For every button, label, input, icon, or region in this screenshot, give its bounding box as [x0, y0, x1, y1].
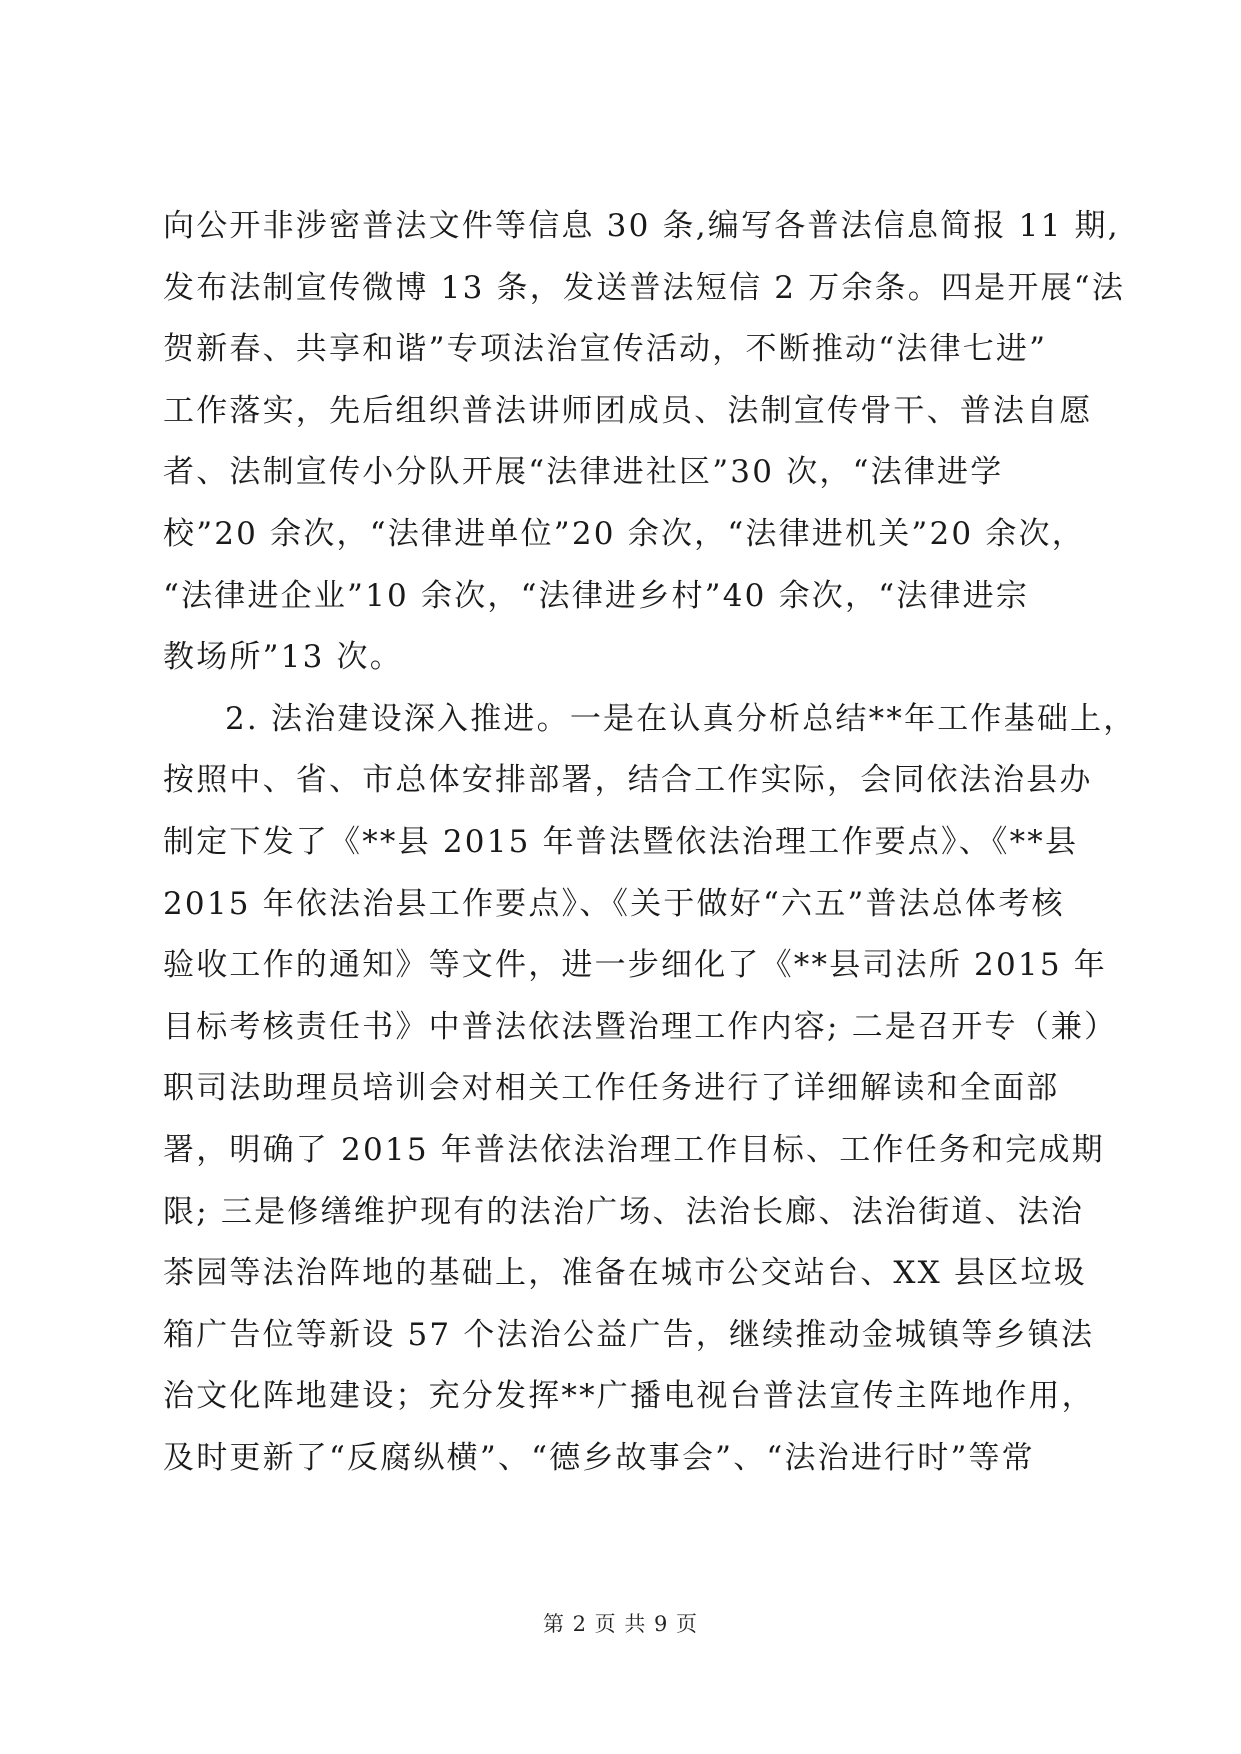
text-line: 2015 年依法治县工作要点》、《关于做好“六五”普法总体考核 — [163, 885, 1065, 922]
text-line: 目标考核责任书》中普法依法暨治理工作内容; 二是召开专（兼） — [163, 1008, 1118, 1045]
text-line: 茶园等法治阵地的基础上，准备在城市公交站台、XX 县区垃圾 — [163, 1255, 1087, 1292]
page-number-footer: 第 2 页 共 9 页 — [542, 1612, 699, 1636]
text-line: 教场所”13 次。 — [163, 639, 403, 676]
text-line: 发布法制宣传微博 13 条，发送普法短信 2 万余条。四是开展“法 — [163, 269, 1126, 306]
text-line: 制定下发了《**县 2015 年普法暨依法治理工作要点》、《**县 — [163, 823, 1079, 860]
text-line: 者、法制宣传小分队开展“法律进社区”30 次，“法律进学 — [163, 454, 1004, 491]
text-line: 箱广告位等新设 57 个法治公益广告，继续推动金城镇等乡镇法 — [163, 1316, 1095, 1353]
text-line: 工作落实，先后组织普法讲师团成员、法制宣传骨干、普法自愿 — [163, 392, 1093, 429]
text-line: “法律进企业”10 余次，“法律进乡村”40 余次，“法律进宗 — [163, 577, 1030, 614]
text-line: 及时更新了“反腐纵横”、“德乡故事会”、“法治进行时”等常 — [163, 1439, 1035, 1476]
text-line: 按照中、省、市总体安排部署，结合工作实际，会同依法治县办 — [163, 762, 1093, 799]
text-line: 署，明确了 2015 年普法依法治理工作目标、工作任务和完成期 — [163, 1131, 1105, 1168]
text-line: 治文化阵地建设；充分发挥**广播电视台普法宣传主阵地作用， — [163, 1378, 1095, 1415]
text-line: 贺新春、共享和谐”专项法治宣传活动，不断推动“法律七进” — [163, 331, 1048, 368]
text-line: 验收工作的通知》等文件，进一步细化了《**县司法所 2015 年 — [163, 947, 1107, 984]
text-line: 校”20 余次，“法律进单位”20 余次，“法律进机关”20 余次， — [163, 515, 1085, 552]
text-line: 限; 三是修缮维护现有的法治广场、法治长廊、法治街道、法治 — [163, 1193, 1085, 1230]
text-line: 向公开非涉密普法文件等信息 30 条,编写各普法信息简报 11 期, — [163, 208, 1120, 244]
paragraph-start-line: 2. 法治建设深入推进。一是在认真分析总结**年工作基础上， — [225, 700, 1137, 737]
text-line: 职司法助理员培训会对相关工作任务进行了详细解读和全面部 — [163, 1070, 1060, 1107]
document-body — [163, 206, 1137, 1499]
